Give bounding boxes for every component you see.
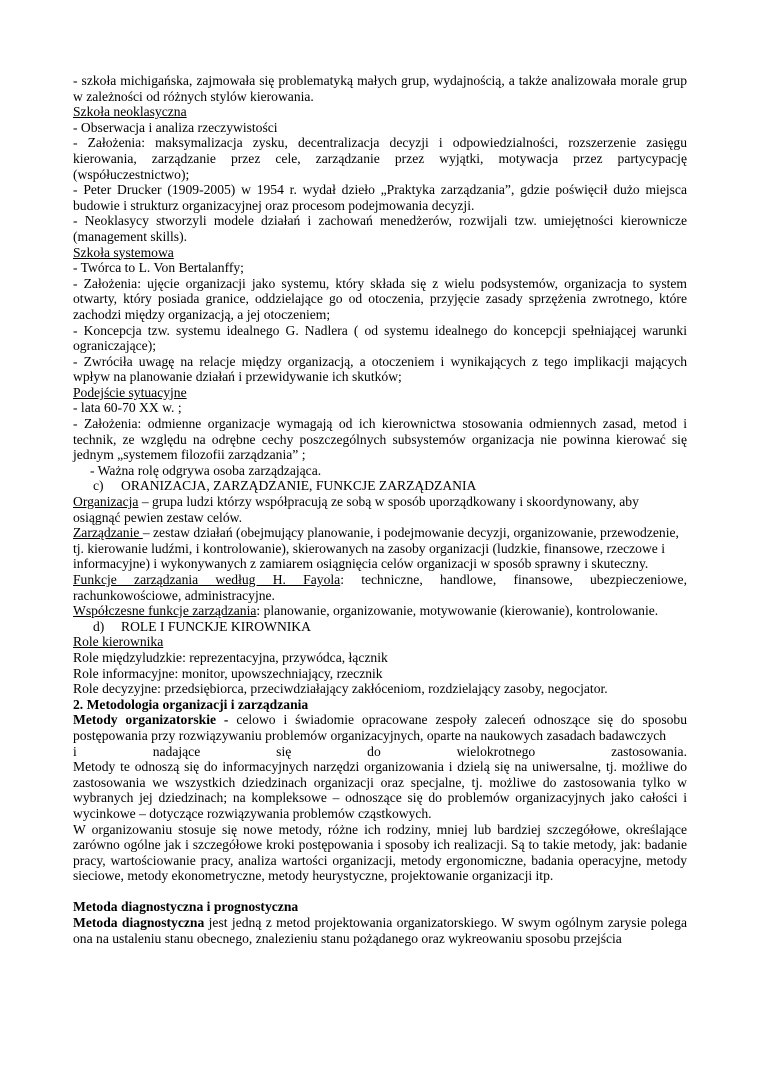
text-fayol-functions: : techniczne, handlowe, finansowe, ubezpieczeniowe, rachunkowościowe, administracyjne. [73,572,687,603]
roles-decisional: Role decyzyjne: przedsiębiorca, przeciwdziałający zakłóceniom, rozdzielający zasoby, negocjator. [73,681,608,697]
heading-systems-school: Szkoła systemowa [73,244,174,260]
paragraph-relations: - Zwróciła uwagę na relacje między organizacją, a otoczeniem i wynikających z tego implikacji mających wpływ na planowanie działań i przewidywanie ich skutków; [73,353,687,385]
section-d-title: ROLE I FUNCKJE KIROWNIKA [121,618,311,634]
term-fayol-functions: Funkcje zarządzania według H. Fayola [73,572,341,587]
heading-neoclassical-school: Szkoła neoklasyczna [73,104,187,120]
definition-organization [73,494,687,525]
term-diagnostic-method: Metoda diagnostyczna [73,915,205,931]
roles-informational: Role informacyjne: monitor, upowszechniający, rzecznik [73,665,383,681]
paragraph-neoclassicists: - Neoklasycy stworzyli modele działań i zachowań menedżerów, rozwijali tzw. umiejętności kierownicze (management skills). [73,213,687,244]
paragraph-manager-role: - Ważna rolę odgrywa osoba zarządzająca. [90,462,322,478]
text-diagnostic-method: jest jedną z metod projektowania organizatorskiego. W swym ogólnym zarysie polega ona na ustaleniu stanu obecnego, znalezieniu stanu pożądanego oraz wykreowaniu sposobu przejścia [73,915,687,946]
section-c-label: c) [93,478,104,494]
term-organizational-methods: Metody organizatorskie - [73,712,229,728]
document-page [73,73,687,946]
text-organization: – grupa ludzi którzy współpracują ze sobą w sposób uporządkowany i skoordynowany, aby osiągnąć pewien zestaw celów. [73,494,639,525]
text-organizational-methods: celowo i świadomie opracowane zespoły zaleceń odnoszące się do sposobu postępowania przy rozwiązywaniu problemów organizacyjnych, oparte na naukowych zasadach badawczych [73,712,687,743]
paragraph-method-types: Metody te odnoszą się do informacyjnych narzędzi organizowania i dzielą się na uniwersalne, tj. możliwe do zastosowania we wszystkich dziedzinach organizacji oraz specjalne, tj. możliwe do zastosowania tylko w wybranych jej dziedzinach; na kompleksowe – odnoszące się do problemów organizacyjnych jako całości i wycinkowe – dotyczące rozwiązywania problemów cząstkowych. [73,759,687,821]
definition-modern-functions [73,603,687,619]
heading-section-d [73,619,687,635]
heading-methodology: 2. Metodologia organizacji i zarządzania [73,696,309,712]
paragraph-years: - lata 60-70 XX w. ; [73,400,182,416]
heading-diagnostic-method: Metoda diagnostyczna i prognostyczna [73,899,299,915]
paragraph-bertalanffy: - Twórca to L. Von Bertalanffy; [73,260,244,276]
section-c-title: ORANIZACJA, ZARZĄDZANIE, FUNKCJE ZARZĄDZANIA [121,478,477,494]
term-modern-functions: Współczesne funkcje zarządzania [73,603,257,619]
paragraph-nadler: - Koncepcja tzw. systemu idealnego G. Nadlera ( od systemu idealnego do koncepcji spełniającej warunki ograniczające); [73,322,687,354]
paragraph-observation: - Obserwacja i analiza rzeczywistości [73,119,278,135]
paragraph-sit-assumptions: - Założenia: odmienne organizacje wymagają od ich kierownictwa stosowania odmiennych zasad, metod i technik, ze względu na odrębne cechy poszczególnych subsystemów organizacja nie powinna kierować się jednym „systemem filozofii zarządzania” ; [73,416,687,463]
heading-situational-approach: Podejście sytuacyjne [73,384,187,400]
paragraph-organizational-methods [73,712,687,743]
paragraph-method-families: W organizowaniu stosuje się nowe metody, różne ich rodziny, mniej lub bardziej szczegółowe, określające zarówno ogólne jak i szczegółowe kroki postępowania i sposoby ich realizacji. Są to takie metody, jak: badanie pracy, wartościowanie pracy, analiza wartości organizacji, metody ergonomiczne, badania operacyjne, metody sieciowe, metody ekonometryczne, metody heurystyczne, projektowanie organizacji itp. [73,821,687,884]
paragraph-sys-assumptions: - Założenia: ujęcie organizacji jako systemu, który składa się z wielu podsystemów, organizacja to system otwarty, który posiada granice, oddzielające go od otoczenia, przyjęcie zasady sprzężenia zwrotnego, które zachodzi między organizacją, a jej otoczeniem; [73,275,687,322]
paragraph-diagnostic-method [73,915,687,946]
roles-interpersonal: Role międzyludzkie: reprezentacyjna, przywódca, łącznik [73,649,388,665]
text-management: – zestaw działań (obejmujący planowanie, i podejmowanie decyzji, organizowanie, przewodzenie, tj. kierowanie ludźmi, i kontrolowanie), skierowanych na zasoby organizacji (ludzkie, finansowe, rzeczowe i informacyjne) i wykonywanych z zamiarem osiągnięcia celów organizacji w sposób sprawny i skuteczny. [73,525,679,572]
definition-fayol-functions [73,572,687,603]
blank-line [73,884,687,900]
heading-manager-roles: Role kierownika [73,634,164,650]
paragraph-drucker: - Peter Drucker (1909-2005) w 1954 r. wydał dzieło „Praktyka zarządzania”, gdzie poświęcił dużo miejsca budowie i strukturz organizacyjnej oraz procesom podejmowania decyzji. [73,182,687,213]
term-organization: Organizacja [73,494,139,510]
heading-section-c [73,478,687,494]
paragraph-michigan: - szkoła michigańska, zajmowała się problematyką małych grup, wydajnością, a także analizowała morale grup w zależności od różnych stylów kierowania. [73,73,687,104]
term-management: Zarządzanie [73,525,143,541]
section-d-label: d) [93,618,105,634]
definition-management [73,525,687,572]
text-modern-functions: : planowanie, organizowanie, motywowanie (kierowanie), kontrolowanie. [256,603,659,619]
paragraph-neo-assumptions: - Założenia: maksymalizacja zysku, decentralizacja decyzji i odpowiedzialności, rozszerzenie zasięgu kierowania, zarządzanie przez cele, zarządzanie przez wyjątki, motywacja przez partycypację (współuczestnictwo); [73,135,687,182]
paragraph-repeated-use: i nadające się do wielokrotnego zastosowania. [73,743,687,759]
